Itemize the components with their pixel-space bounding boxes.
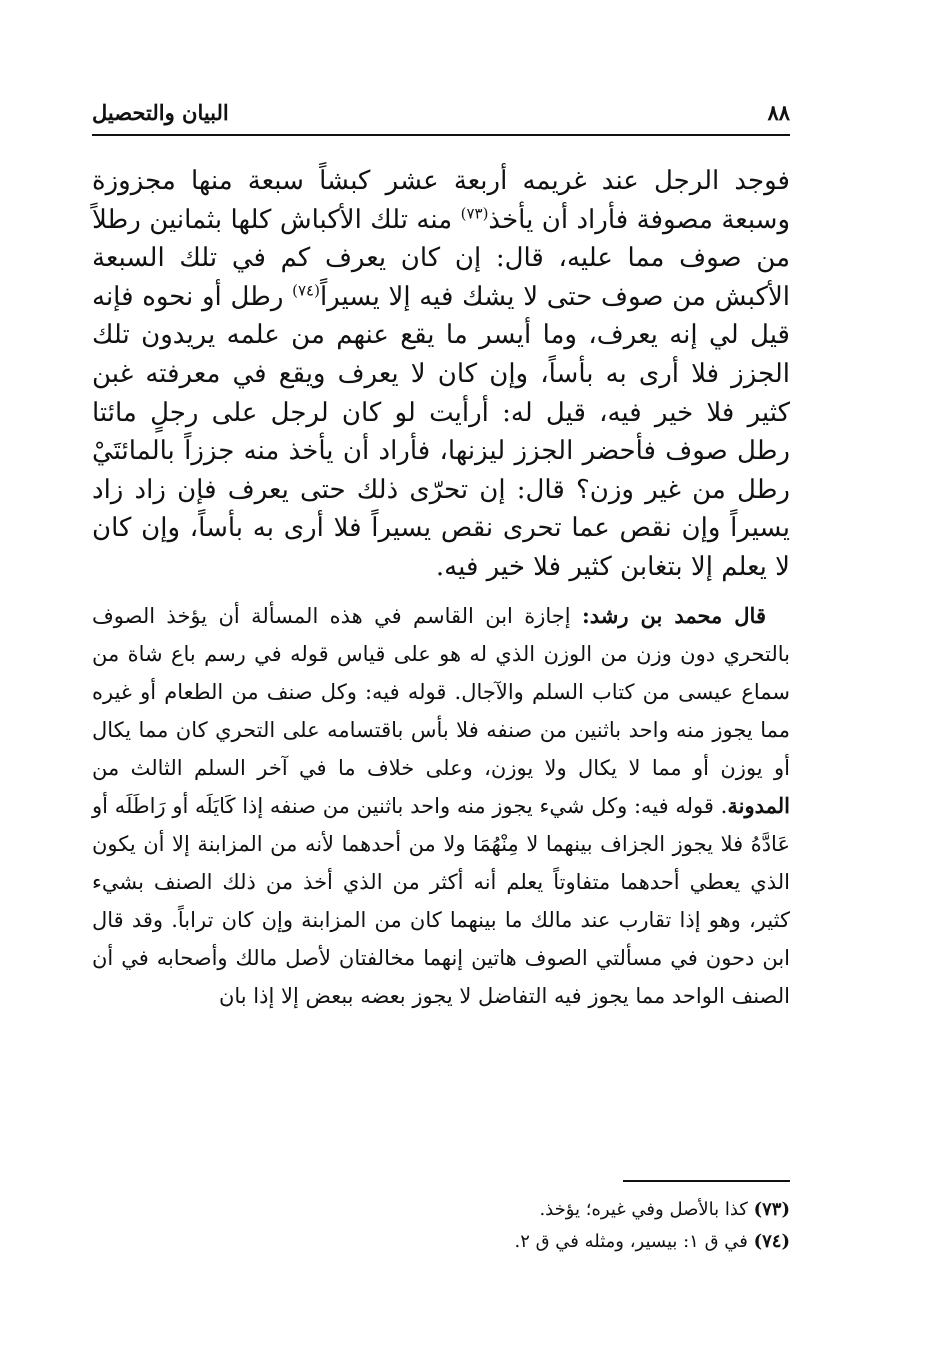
running-title: البيان والتحصيل <box>92 100 229 125</box>
footnote-74 <box>92 1226 790 1258</box>
footnote-ref-74[interactable]: (٧٤) <box>292 281 320 300</box>
running-header <box>92 100 790 132</box>
book-title-mudawwana: المدونة <box>727 793 790 818</box>
footnote-number: (٧٣) <box>753 1199 790 1220</box>
paragraph-commentary <box>92 597 790 1016</box>
footnotes <box>92 1194 790 1258</box>
footnote-divider <box>623 1180 790 1182</box>
text-segment: فوجد الرجل عند غريمه أربعة عشر كبشاً سبعة منها مجزوزة وسبعة مصوفة فأراد أن يأخذ <box>92 166 791 235</box>
footnote-number: (٧٤) <box>753 1231 790 1252</box>
text-segment: منه تلك الأكباش كلها بثمانين رطلاً من صوف مما عليه، قال: إن كان يعرف كم في تلك السبعة الأكبش من صوف حتى لا يشك فيه إلا يسيراً <box>92 204 790 312</box>
text-segment: . قوله فيه: وكل شيء يجوز منه واحد باثنين من صنفه إذا كَايَلَه أو رَاطَلَه أو عَادَّهُ فلا يجوز الجزاف بينهما لا مِنْهُمَا ولا من أحدهما لأنه من المزابنة إلا أن يكون الذي يعطي أحدهما متفاوتاً يعلم أنه أكثر من الذي أخذ من ذلك الصنف بشيء كثير، وهو إذا تقارب عند مالك ما بينهما كان من المزابنة وإن كان تراباً. وقد قال ابن دحون في مسألتي الصوف هاتين إنهما مخالفتان لأصل مالك وأصحابه في أن الصنف الواحد مما يجوز فيه التفاضل لا يجوز بعضه ببعض إلا إذا بان <box>92 794 790 1009</box>
paragraph-question <box>92 162 790 587</box>
footnote-ref-73[interactable]: (٧٣) <box>460 203 489 222</box>
header-divider <box>92 134 790 136</box>
page-number: ٨٨ <box>767 100 790 125</box>
footnote-text: في ق ١: بيسير، ومثله في ق ٢. <box>514 1231 754 1252</box>
text-segment: إجازة ابن القاسم في هذه المسألة أن يؤخذ الصوف بالتحري دون وزن من الوزن الذي له هو على قياس قوله في رسم باع شاة من سماع عيسى من كتاب السلم والآجال. قوله فيه: وكل صنف من الطعام أو غيره مما يجوز منه واحد باثنين من صنفه فلا بأس باقتسامه على التحري كان مما يكال أو يوزن أو مما لا يكال ولا يوزن، وعلى خلاف ما في آخر السلم الثالث من <box>92 603 790 780</box>
footnote-73 <box>92 1194 790 1226</box>
text-segment: رطل أو نحوه فإنه قيل لي إنه يعرف، وما أيسر ما يقع عنهم من علمه يريدون تلك الجزز فلا أرى به بأساً، وإن كان لا يعرف ويقع في معرفته غبن كثير فلا خير فيه، قيل له: أرأيت لو كان لرجل على رجلٍ مائتا رطل صوف فأحضر الجزز ليزنها، فأراد أن يأخذ منه جززاً بالمائتَيْ رطل من غير وزن؟ قال: إن تحرّى ذلك حتى يعرف فإن زاد زاد يسيراً وإن نقص عما تحرى نقص يسيراً فلا أرى به بأساً، وإن كان لا يعلم إلا بتغابن كثير فلا خير فيه. <box>92 281 790 582</box>
commentator-name: قال محمد بن رشد: <box>581 602 766 628</box>
main-text <box>92 162 790 1016</box>
footnote-text: كذا بالأصل وفي غيره؛ يؤخذ. <box>539 1199 754 1220</box>
